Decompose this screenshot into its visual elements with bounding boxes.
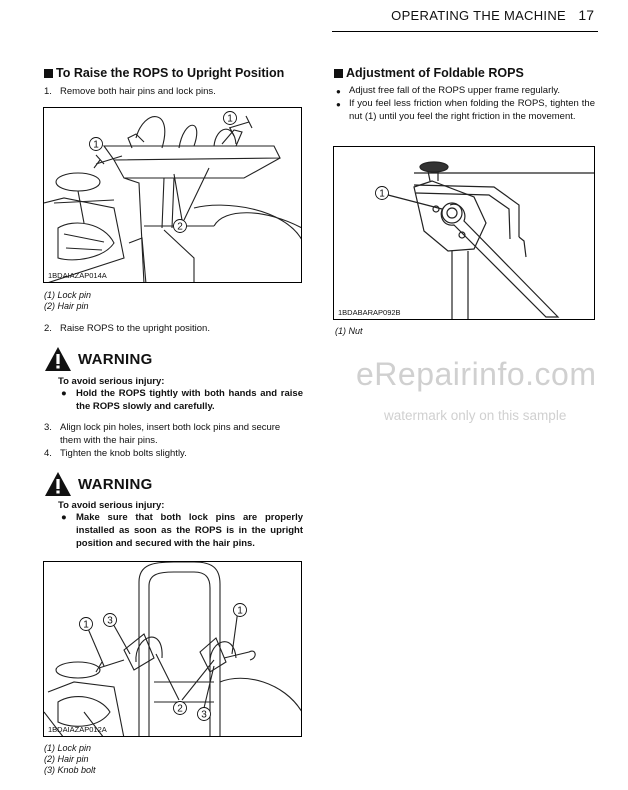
callout-2: 2: [177, 703, 183, 715]
warning-1-bullet: ● Hold the ROPS tightly with both hands and raise the ROPS slowly and carefully.: [58, 387, 303, 413]
warning-1-subtitle: To avoid serious injury:: [58, 376, 165, 387]
figure-code: 1BDAIAZAP012A: [48, 725, 107, 734]
figure-3-captions: [335, 326, 363, 337]
figure-code: 1BDABARAP092B: [338, 308, 401, 317]
caption-hair-pin: (2) Hair pin: [44, 301, 89, 311]
step-3: 3. Align lock pin holes, insert both lock pins and secure them with the hair pins.: [44, 422, 281, 446]
figure-lock-pins: [43, 561, 302, 737]
bullet-dot-icon: ●: [61, 388, 67, 399]
bullet-dot-icon: ●: [336, 87, 341, 96]
right-bullet-1: ● Adjust free fall of the ROPS upper frame regularly.: [336, 85, 561, 96]
step-4: 4. Tighten the knob bolts slightly.: [44, 448, 187, 459]
callout-1b: 1: [237, 605, 243, 617]
callout-2: 2: [177, 221, 183, 233]
square-bullet-icon: [334, 69, 343, 78]
bullet-dot-icon: ●: [61, 512, 67, 523]
left-section-title: To Raise the ROPS to Upright Position: [44, 66, 284, 80]
right-bullet-2: ● If you feel less friction when folding the ROPS, tighten the nut (1) until you feel the right friction in the movement.: [336, 98, 595, 122]
warning-triangle-icon: [44, 346, 72, 372]
warning-2-bullet: ● Make sure that both lock pins are properly installed as soon as the ROPS is in the upright position and secured with the hair pins.: [58, 511, 303, 550]
bullet-dot-icon: ●: [336, 100, 341, 109]
step-2: 2. Raise ROPS to the upright position.: [44, 323, 210, 334]
caption-lock-pin: (1) Lock pin: [44, 290, 92, 300]
header-section-title: OPERATING THE MACHINE: [391, 8, 566, 23]
figure-lock-pins-drawing: [44, 562, 302, 737]
caption-knob-bolt: (3) Knob bolt: [44, 765, 96, 775]
warning-2-heading: WARNING: [44, 471, 153, 497]
warning-1-heading: WARNING: [44, 346, 153, 372]
header-rule: [332, 31, 598, 32]
step-1: 1. Remove both hair pins and lock pins.: [44, 86, 216, 97]
figure-2-captions: [44, 743, 96, 776]
caption-nut: (1) Nut: [335, 326, 363, 336]
watermark-sub: watermark only on this sample: [384, 408, 567, 423]
callout-1: 1: [379, 188, 385, 200]
figure-rops-nut-drawing: [334, 147, 595, 320]
warning-triangle-icon: [44, 471, 72, 497]
figure-1-captions: [44, 290, 91, 312]
callout-1a: 1: [93, 139, 99, 151]
watermark-main: eRepairinfo.com: [356, 356, 597, 392]
header-page-number: 17: [578, 7, 594, 23]
callout-1b: 1: [227, 113, 233, 125]
warning-2-subtitle: To avoid serious injury:: [58, 500, 165, 511]
caption-lock-pin: (1) Lock pin: [44, 743, 92, 753]
figure-code: 1BDAIAZAP014A: [48, 271, 107, 280]
callout-3a: 3: [107, 615, 113, 627]
callout-3b: 3: [201, 709, 207, 721]
figure-rops-nut: [333, 146, 595, 320]
right-section-title: Adjustment of Foldable ROPS: [334, 66, 524, 80]
callout-1a: 1: [83, 619, 89, 631]
caption-hair-pin: (2) Hair pin: [44, 754, 89, 764]
square-bullet-icon: [44, 69, 53, 78]
figure-raise-rops: [43, 107, 302, 283]
figure-raise-rops-drawing: [44, 108, 302, 283]
